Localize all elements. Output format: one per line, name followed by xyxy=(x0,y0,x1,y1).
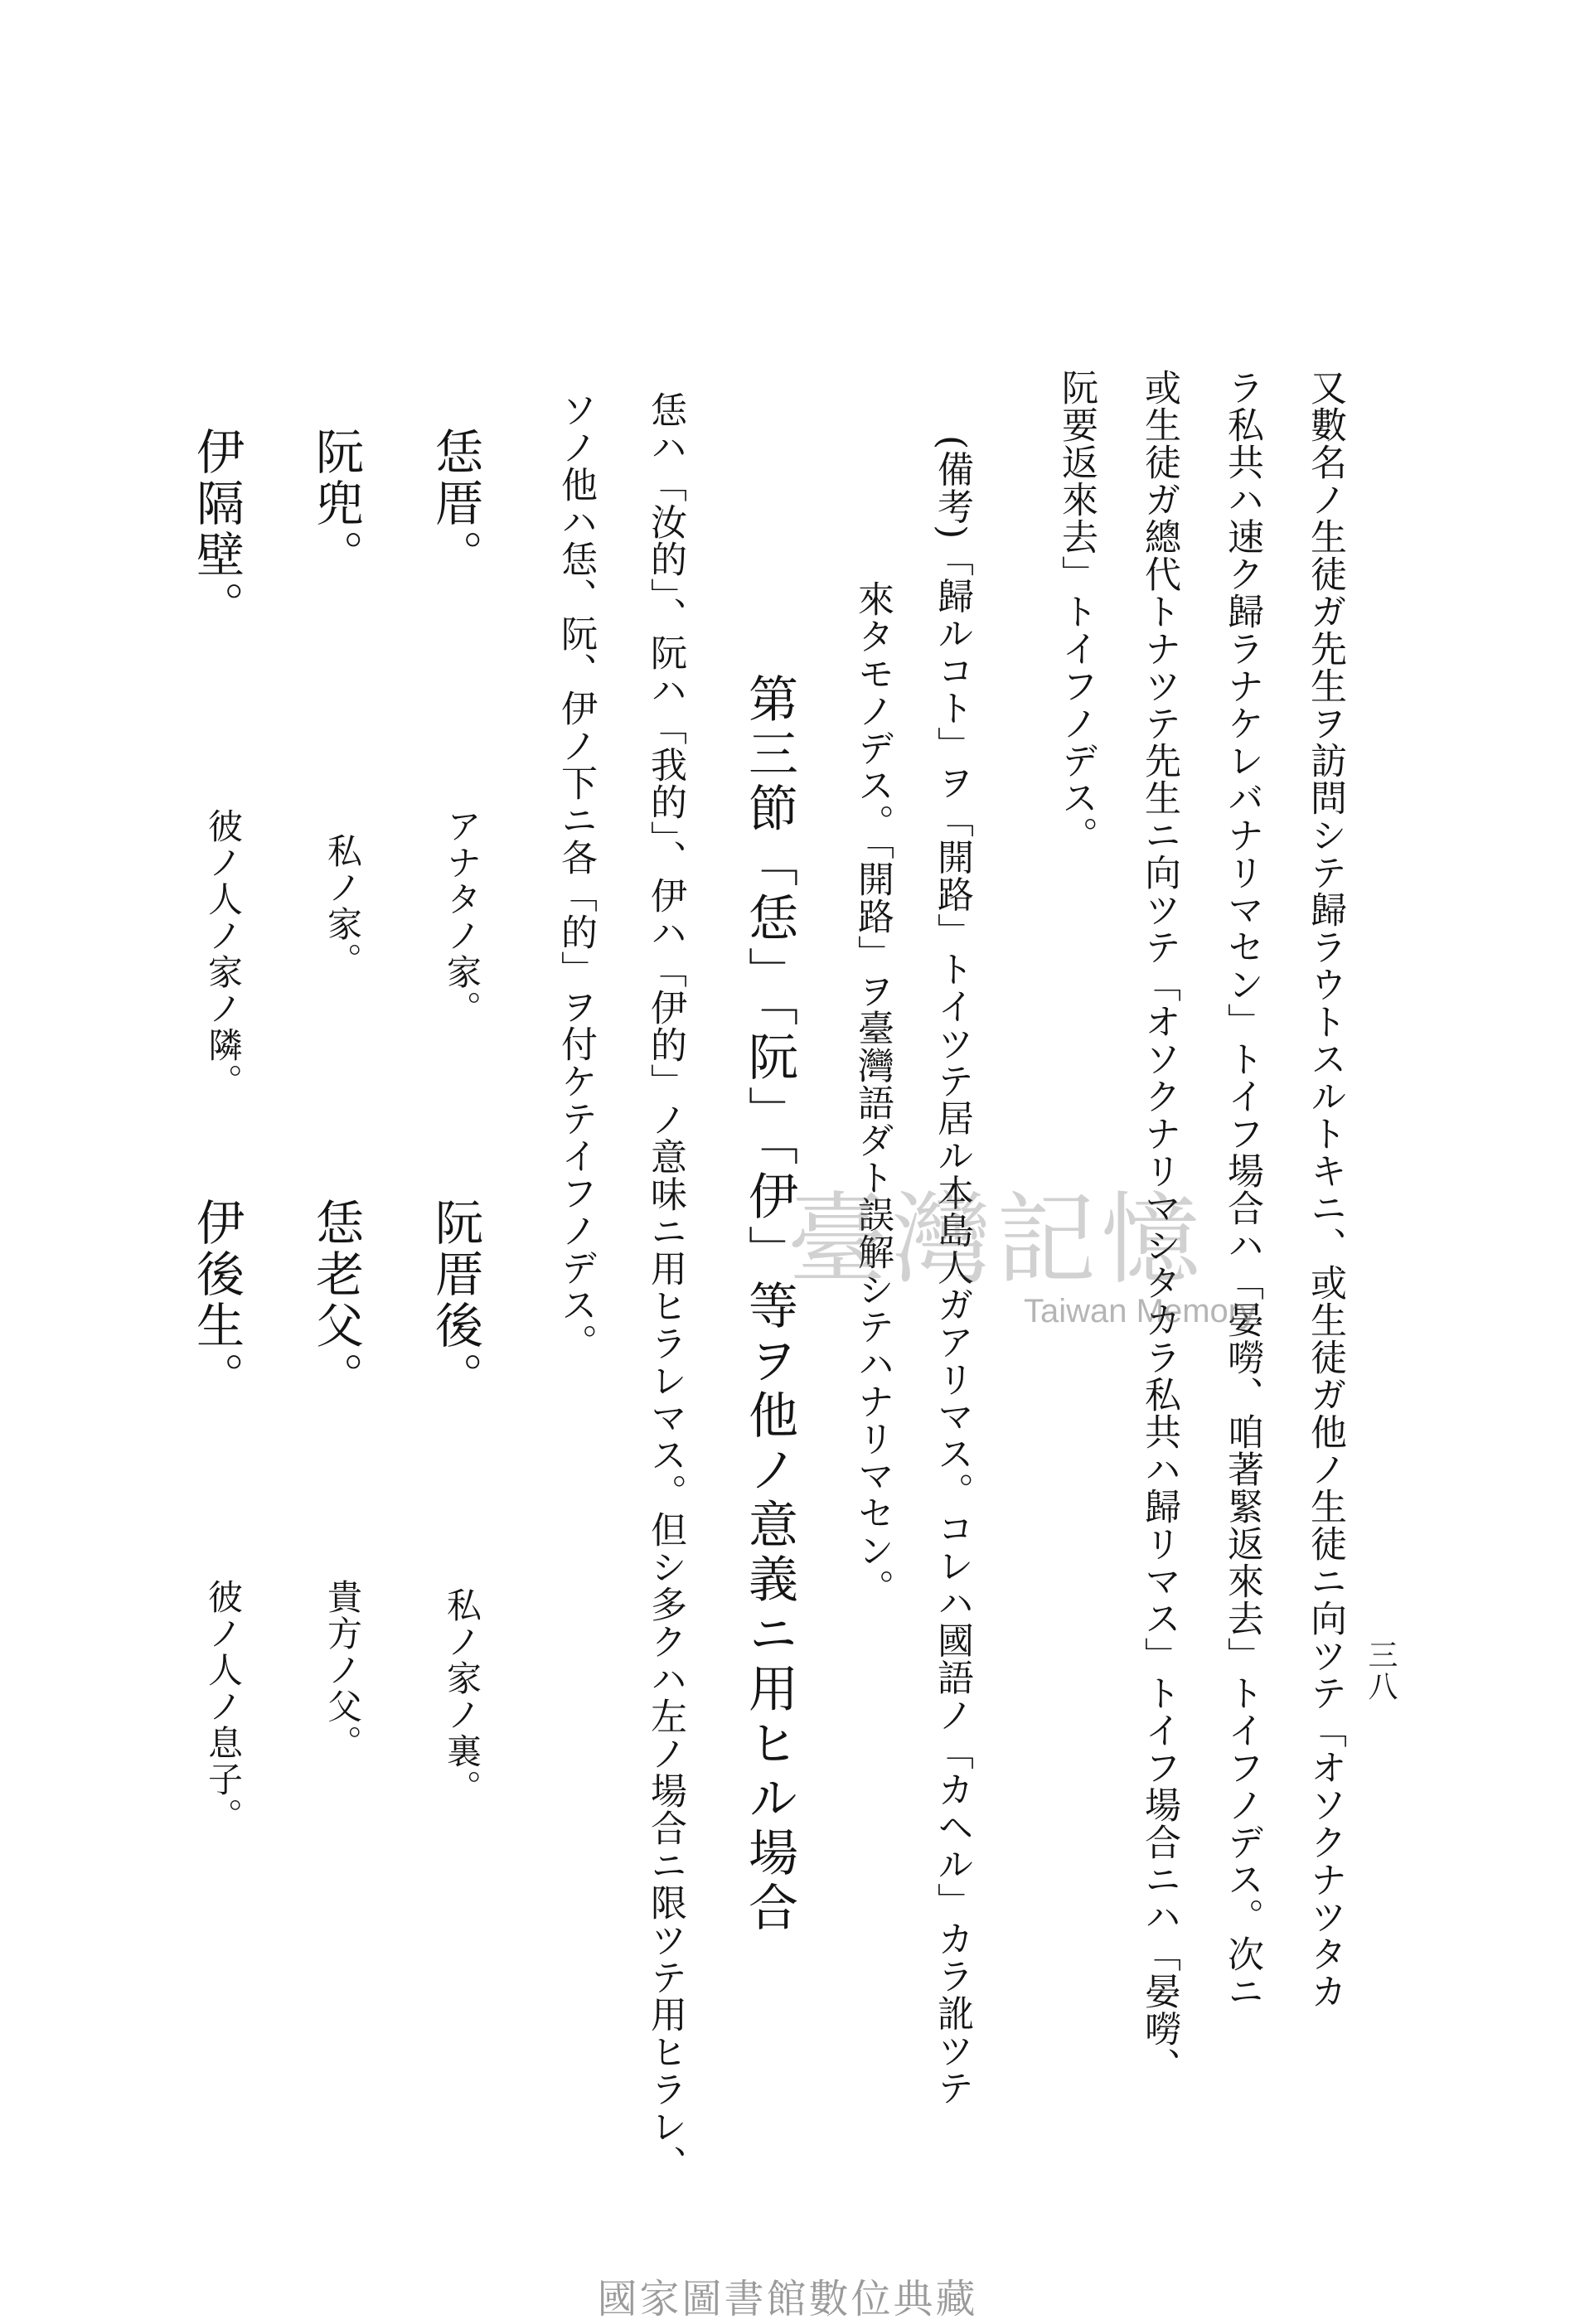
example-taiwanese: 恁厝。 xyxy=(427,427,483,581)
body-line-1: 恁ハ「汝的」、阮ハ「我的」、伊ハ「伊的」ノ意味ニ用ヒラレマス。但シ多クハ左ノ場合ニ限ツテ用ヒラレ、 xyxy=(644,391,686,2182)
example-taiwanese: 恁老父。 xyxy=(308,1198,364,1403)
watermark-logo: 臺灣記憶 xyxy=(788,1183,1205,1298)
remark-line-1: (備考)「歸ルコト」ヲ「開路」トイツテ居ル本島人ガアリマス。コレハ國語ノ「カヘル」カラ訛ツテ xyxy=(931,435,973,2107)
page-number: 三八 xyxy=(1364,1639,1398,1702)
remark-line-2: 來タモノデス。「開路」ヲ臺灣語ダト誤解シテハナリマセン。 xyxy=(851,580,894,1606)
paragraph-line-2: ラ私共ハ速ク歸ラナケレバナリマセン」トイフ場合ハ「晏嘮、咱著緊返來去」トイフノデス。次ニ xyxy=(1221,369,1263,2010)
archive-footer: 國家圖書館數位典藏 xyxy=(597,2276,978,2322)
body-line-2: ソノ他ハ恁、阮、伊ノ下ニ各「的」ヲ付ケテイフノデス。 xyxy=(555,391,597,1361)
section-heading: 第三節「恁」「阮」「伊」等ヲ他ノ意義ニ用ヒル場合 xyxy=(740,673,798,1936)
watermark-subtext: Taiwan Memory xyxy=(1024,1293,1257,1329)
example-taiwanese: 阮兜。 xyxy=(308,427,364,581)
example-translation: 彼ノ人ノ息子。 xyxy=(203,1579,244,1834)
example-taiwanese: 伊後生。 xyxy=(188,1198,245,1403)
example-translation: 貴方ノ父。 xyxy=(322,1579,363,1761)
example-translation: 彼ノ人ノ家ノ隣。 xyxy=(203,808,244,1100)
example-translation: 私ノ家。 xyxy=(322,833,363,979)
example-taiwanese: 伊隔壁。 xyxy=(188,427,245,632)
example-translation: アナタノ家。 xyxy=(442,808,482,1027)
paragraph-line-3: 或生徒ガ總代トナツテ先生ニ向ツテ「オソクナリマシタカラ私共ハ歸リマス」トイフ場合ニハ「晏嘮、 xyxy=(1138,369,1180,2084)
example-translation: 私ノ家ノ裏。 xyxy=(442,1587,482,1806)
example-taiwanese: 阮厝後。 xyxy=(427,1198,483,1403)
paragraph-line-1: 又數名ノ生徒ガ先生ヲ訪問シテ歸ラウトスルトキニ、或生徒ガ他ノ生徒ニ向ツテ「オソクナツタカ xyxy=(1304,369,1346,2010)
paragraph-line-4: 阮要返來去」トイフノデス。 xyxy=(1055,369,1098,854)
